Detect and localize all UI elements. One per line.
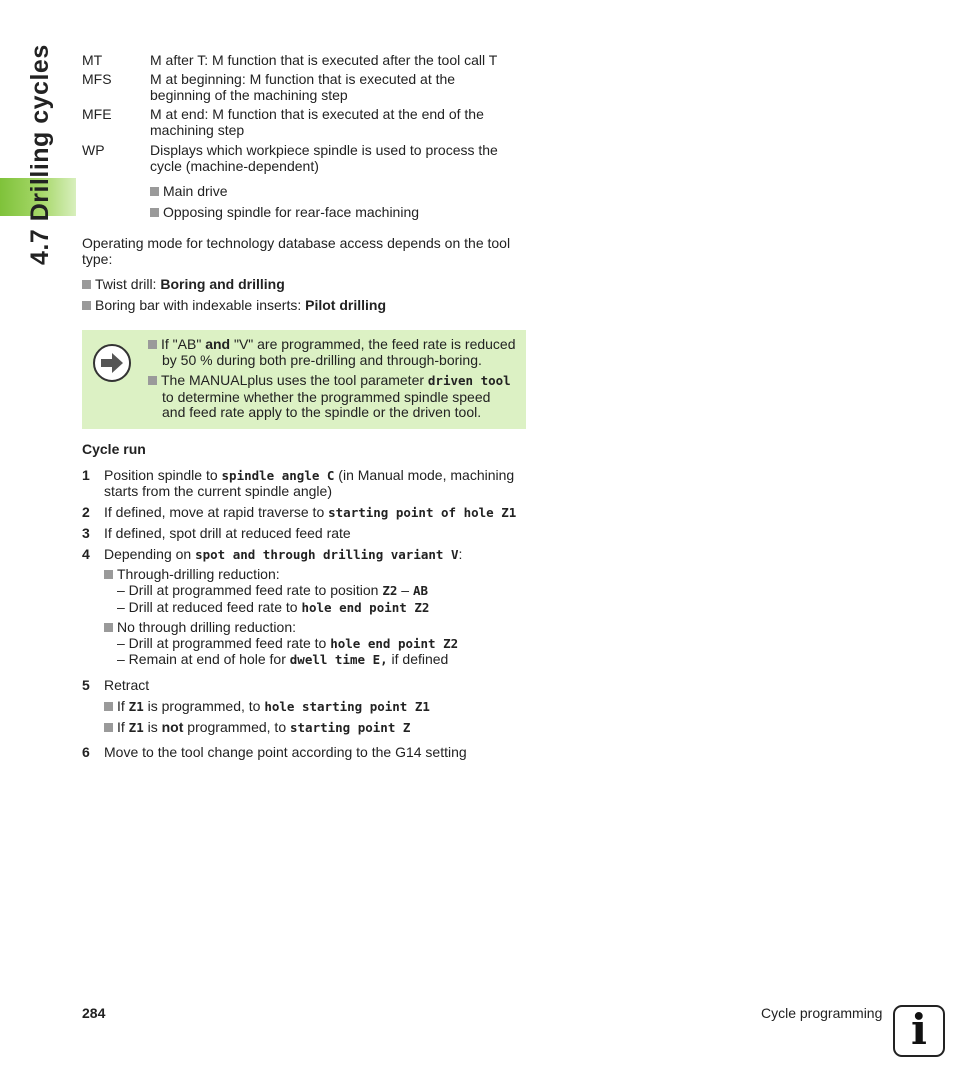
bullet-square-icon (104, 702, 113, 711)
step-3-text: If defined, spot drill at reduced feed rate (104, 525, 351, 541)
chapter-title: 4.7 Drilling cycles (26, 44, 54, 265)
footer-section-title: Cycle programming (761, 1005, 883, 1021)
info-icon: i (893, 1005, 945, 1057)
wp-option-main-drive: Main drive (150, 183, 228, 199)
operating-mode-line-1: Operating mode for technology database access depends on the tool (82, 235, 511, 251)
page-number: 284 (82, 1005, 106, 1021)
step-4-sub-through-drilling: Through-drilling reduction: (104, 566, 280, 582)
param-desc-wp-2: cycle (machine-dependent) (150, 158, 319, 174)
bullet-square-icon (104, 723, 113, 732)
operating-mode-item-twist-drill: Twist drill: Boring and drilling (82, 276, 285, 292)
step-5-sub-2: If Z1 is not programmed, to starting point Z (104, 719, 410, 736)
step-6-text: Move to the tool change point according to the G14 setting (104, 744, 467, 760)
bullet-square-icon (150, 208, 159, 217)
step-4-sub-1-line-1: – Drill at programmed feed rate to position Z2 – AB (117, 582, 429, 598)
cycle-run-heading: Cycle run (82, 441, 146, 457)
step-4-sub-1-line-2: – Drill at reduced feed rate to hole end point Z2 (117, 599, 430, 615)
step-4-sub-2-line-2: – Remain at end of hole for dwell time E, if defined (117, 651, 449, 667)
arrow-right-icon (93, 344, 131, 382)
step-number-2: 2 (82, 504, 90, 520)
step-number-1: 1 (82, 467, 90, 483)
note-item-1-line-2: by 50 % during both pre-drilling and through-boring. (162, 352, 482, 368)
param-desc-wp-1: Displays which workpiece spindle is used to process the (150, 142, 498, 158)
note-item-2-line-2: to determine whether the programmed spindle speed (162, 389, 491, 405)
operating-mode-line-2: type: (82, 251, 113, 267)
param-desc-mt: M after T: M function that is executed after the tool call T (150, 52, 498, 68)
step-1-line-2: starts from the current spindle angle) (104, 483, 332, 499)
param-code-mt: MT (82, 52, 103, 68)
param-desc-mfe-2: machining step (150, 122, 245, 138)
bullet-square-icon (148, 376, 157, 385)
bullet-square-icon (148, 340, 157, 349)
step-4-sub-no-through-drilling: No through drilling reduction: (104, 619, 296, 635)
bullet-square-icon (104, 623, 113, 632)
bullet-square-icon (82, 301, 91, 310)
wp-option-opposing-spindle: Opposing spindle for rear-face machining (150, 204, 419, 220)
param-desc-mfs-1: M at beginning: M function that is executed at the (150, 71, 456, 87)
note-item-2-line-3: and feed rate apply to the spindle or the driven tool. (162, 404, 482, 420)
param-desc-mfs-2: beginning of the machining step (150, 87, 348, 103)
bullet-square-icon (82, 280, 91, 289)
param-desc-mfe-1: M at end: M function that is executed at the end of the (150, 106, 484, 122)
note-item-1: If "AB" and "V" are programmed, the feed rate is reduced (148, 336, 516, 352)
param-code-wp: WP (82, 142, 105, 158)
param-code-mfs: MFS (82, 71, 112, 87)
step-number-4: 4 (82, 546, 90, 562)
bullet-square-icon (150, 187, 159, 196)
step-4-sub-2-line-1: – Drill at programmed feed rate to hole end point Z2 (117, 635, 459, 651)
step-5-text: Retract (104, 677, 150, 693)
step-number-5: 5 (82, 677, 90, 693)
operating-mode-item-boring-bar: Boring bar with indexable inserts: Pilot drilling (82, 297, 386, 313)
step-1-text: Position spindle to spindle angle C (in Manual mode, machining (104, 467, 515, 483)
step-number-6: 6 (82, 744, 90, 760)
param-code-mfe: MFE (82, 106, 112, 122)
step-4-text: Depending on spot and through drilling variant V: (104, 546, 463, 562)
bullet-square-icon (104, 570, 113, 579)
step-2-text: If defined, move at rapid traverse to starting point of hole Z1 (104, 504, 517, 520)
note-item-2: The MANUALplus uses the tool parameter driven tool (148, 372, 511, 389)
step-number-3: 3 (82, 525, 90, 541)
step-5-sub-1: If Z1 is programmed, to hole starting point Z1 (104, 698, 430, 715)
